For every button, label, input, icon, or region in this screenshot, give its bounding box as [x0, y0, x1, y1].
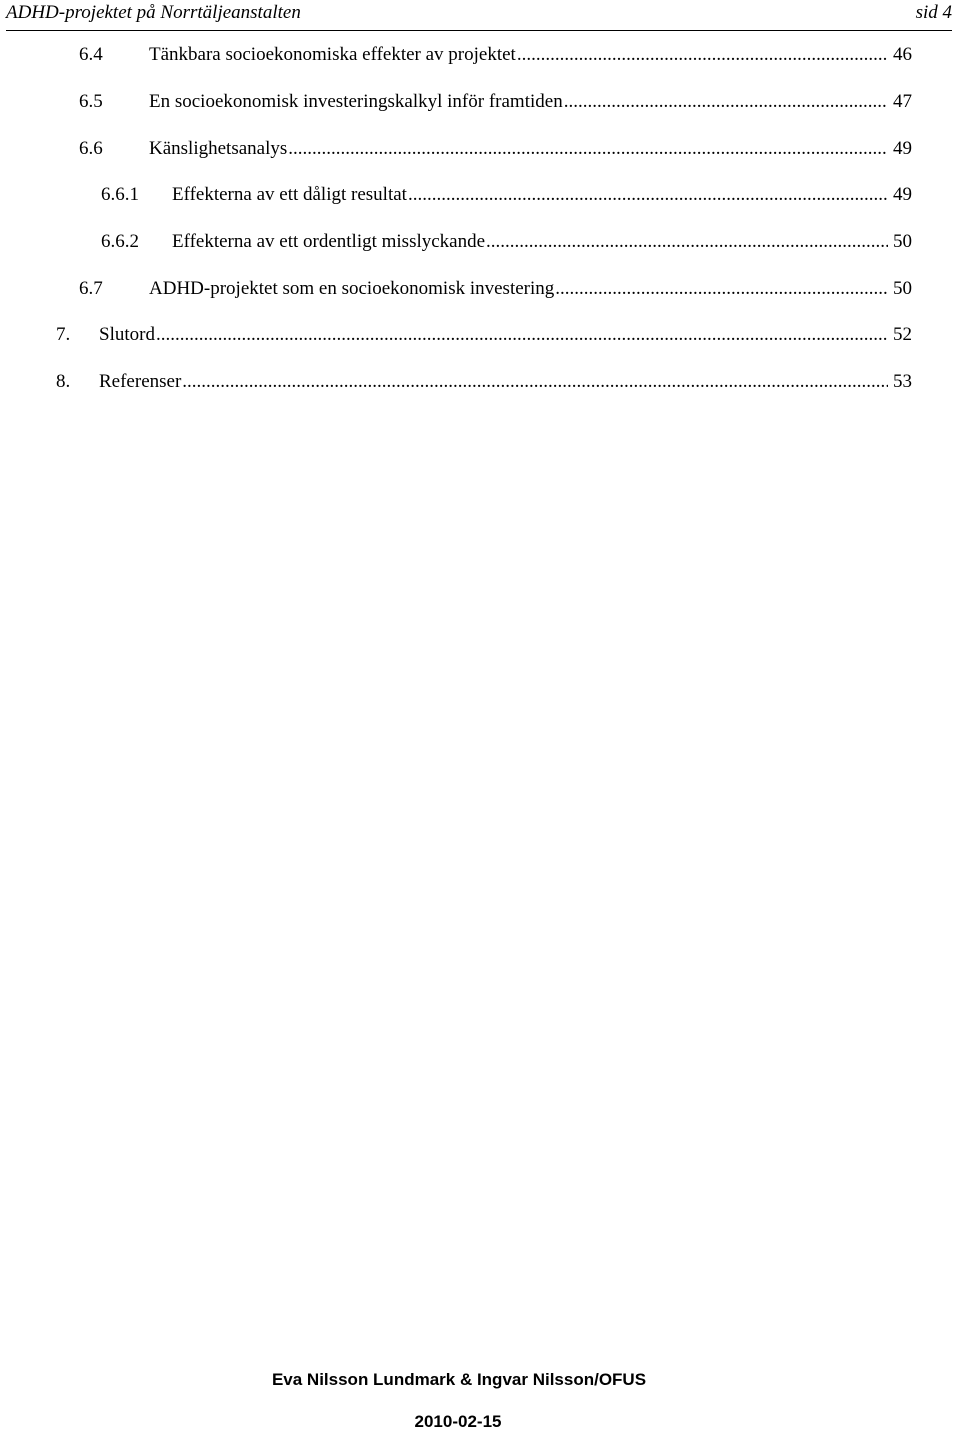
- toc-title: Referenser: [99, 371, 182, 392]
- toc-title: En socioekonomisk investeringskalkyl inför framtiden: [149, 91, 563, 112]
- toc-page-number: 47: [893, 91, 912, 112]
- toc-entry-6-6-1[interactable]: [101, 183, 912, 207]
- toc-title: Effekterna av ett dåligt resultat: [172, 184, 407, 205]
- footer-authors: Eva Nilsson Lundmark & Ingvar Nilsson/OFUS: [271, 1370, 647, 1389]
- toc-leader-dots: [555, 277, 888, 301]
- toc-title: Effekterna av ett ordentligt misslyckande: [172, 231, 486, 252]
- toc-leader-dots: [517, 43, 888, 67]
- toc-title: Tänkbara socioekonomiska effekter av projektet: [149, 44, 516, 65]
- toc-number: 6.4: [79, 44, 103, 65]
- toc-page-number: 46: [893, 44, 912, 65]
- toc-leader-dots: [486, 230, 888, 254]
- toc-number: 6.5: [79, 91, 103, 112]
- toc-number: 7.: [56, 324, 71, 345]
- toc-leader-dots: [156, 323, 888, 347]
- toc-page-number: 50: [893, 278, 912, 299]
- toc-number: 6.6: [79, 138, 103, 159]
- toc-page-number: 52: [893, 324, 912, 345]
- toc-page-number: 49: [893, 138, 912, 159]
- toc-title: ADHD-projektet som en socioekonomisk investering: [149, 278, 555, 299]
- page-header: [6, 0, 952, 31]
- document-title: ADHD-projektet på Norrtäljeanstalten: [6, 2, 301, 23]
- toc-entry-7[interactable]: [56, 323, 912, 347]
- toc-leader-dots: [182, 370, 888, 394]
- toc-page-number: 49: [893, 184, 912, 205]
- toc-number: 8.: [56, 371, 71, 392]
- toc-leader-dots: [564, 90, 888, 114]
- toc-title: Känslighetsanalys: [149, 138, 288, 159]
- toc-entry-6-6-2[interactable]: [101, 230, 912, 254]
- toc-number: 6.6.1: [101, 184, 139, 205]
- toc-entry-6-7[interactable]: [79, 277, 912, 301]
- toc-entry-6-4[interactable]: [79, 43, 912, 67]
- toc-entry-6-5[interactable]: [79, 90, 912, 114]
- toc-entry-8[interactable]: [56, 370, 912, 394]
- toc-page-number: 50: [893, 231, 912, 252]
- page-number: sid 4: [915, 2, 952, 23]
- toc-leader-dots: [408, 183, 888, 207]
- toc-leader-dots: [288, 137, 888, 161]
- toc-title: Slutord: [99, 324, 155, 345]
- footer-date: 2010-02-15: [414, 1412, 502, 1431]
- toc-page-number: 53: [893, 371, 912, 392]
- toc-number: 6.6.2: [101, 231, 139, 252]
- toc-entry-6-6[interactable]: [79, 137, 912, 161]
- toc-number: 6.7: [79, 278, 103, 299]
